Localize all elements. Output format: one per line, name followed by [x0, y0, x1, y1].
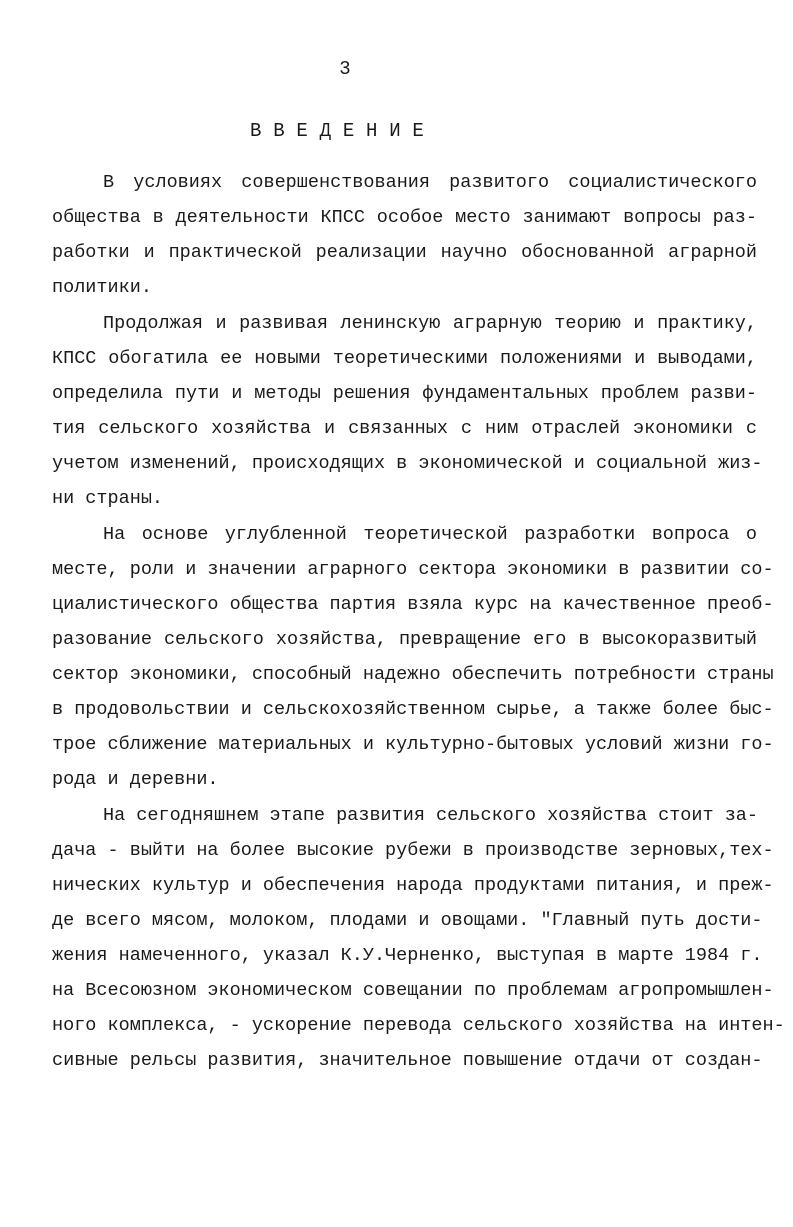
text-line: трое сближение материальных и культурно-бытовых условий жизни го-: [52, 734, 774, 755]
text-line: нических культур и обеспечения народа продуктами питания, и преж-: [52, 875, 774, 896]
text-line: разование сельского хозяйства, превращение его в высокоразвитый: [52, 629, 757, 650]
text-line: В условиях совершенствования развитого социалистического: [103, 172, 757, 193]
text-line: определила пути и методы решения фундаментальных проблем разви-: [52, 383, 757, 404]
text-line: дача - выйти на более высокие рубежи в производстве зерновых,тех-: [52, 840, 774, 861]
text-line: в продовольствии и сельскохозяйственном сырье, а также более быс-: [52, 699, 774, 720]
text-line: тия сельского хозяйства и связанных с ним отраслей экономики с: [52, 418, 757, 439]
text-line: циалистического общества партия взяла курс на качественное преоб-: [52, 594, 774, 615]
page-number: 3: [339, 58, 351, 80]
text-line: сектор экономики, способный надежно обеспечить потребности страны: [52, 664, 774, 685]
text-line: де всего мясом, молоком, плодами и овощами. "Главный путь дости-: [52, 910, 763, 931]
section-title: В В Е Д Е Н И Е: [250, 120, 425, 142]
text-line: Продолжая и развивая ленинскую аграрную теорию и практику,: [103, 313, 757, 334]
text-line: учетом изменений, происходящих в экономической и социальной жиз-: [52, 453, 763, 474]
text-line: политики.: [52, 277, 152, 298]
text-line: На сегодняшнем этапе развития сельского хозяйства стоит за-: [103, 805, 759, 826]
text-line: месте, роли и значении аграрного сектора экономики в развитии со-: [52, 559, 774, 580]
text-line: КПСС обогатила ее новыми теоретическими положениями и выводами,: [52, 348, 757, 369]
text-line: общества в деятельности КПСС особое место занимают вопросы раз-: [52, 207, 757, 228]
text-line: рода и деревни.: [52, 769, 219, 790]
text-line: ного комплекса, - ускорение перевода сельского хозяйства на интен-: [52, 1015, 785, 1036]
text-line: работки и практической реализации научно обоснованной аграрной: [52, 242, 757, 263]
text-line: жения намеченного, указал К.У.Черненко, выступая в марте 1984 г.: [52, 945, 763, 966]
text-line: сивные рельсы развития, значительное повышение отдачи от создан-: [52, 1050, 763, 1071]
text-line: на Всесоюзном экономическом совещании по проблемам агропромышлен-: [52, 980, 774, 1001]
text-line: ни страны.: [52, 488, 164, 509]
text-line: На основе углубленной теоретической разработки вопроса о: [103, 524, 757, 545]
